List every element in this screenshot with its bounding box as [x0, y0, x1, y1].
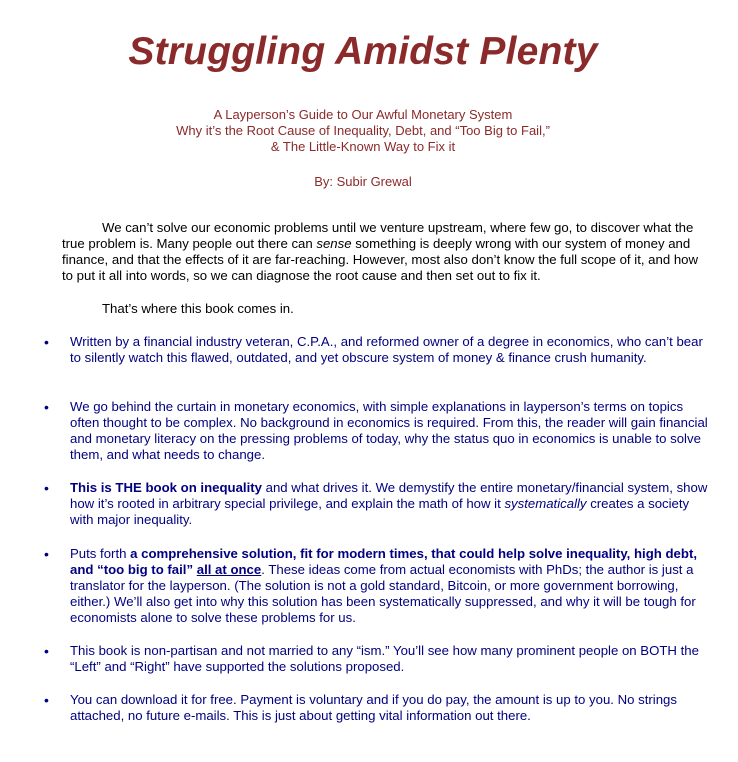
subtitle-line-2: Why it’s the Root Cause of Inequality, Debt, and “Too Big to Fail,”: [176, 123, 550, 138]
bullet-text: [70, 480, 710, 528]
bullet-icon: •: [44, 334, 49, 350]
bullet-text: We go behind the curtain in monetary economics, with simple explanations in layperson’s terms on topics often thought to be complex. No background in economics is required. From this, the reader will gain financial and monetary literacy on the pressing problems of today, why the status quo in economics is unable to solve them, and what needs to change.: [70, 399, 708, 462]
bullet-text: You can download it for free. Payment is voluntary and if you do pay, the amount is up to you. No strings attached, no future e-mails. This is just about getting vital information out there.: [70, 692, 677, 723]
bullet-icon: •: [44, 546, 49, 562]
bullet-text: Written by a financial industry veteran, C.P.A., and reformed owner of a degree in economics, who can’t bear to silently watch this flawed, outdated, and yet obscure system of money & finance crush humanity.: [70, 334, 703, 365]
bullet-text: This book is non-partisan and not married to any “ism.” You’ll see how many prominent people on BOTH the “Left” and “Right” have supported the solutions proposed.: [70, 643, 699, 674]
bullet-bold-text: This is THE book on inequality: [70, 480, 262, 495]
bullet-text-a: and what drives it. We demystify the entire monetary/financial system, show how it’s rooted in arbitrary special privilege, and explain the math of how it: [70, 480, 708, 511]
intro-text-b: something is deeply wrong with our system of money and finance, and that the effects of it are far-reaching. However, most also don’t know the full scope of it, and how to put it all into words, so we can diagnose the root cause and then set out to fix it.: [62, 236, 699, 283]
author-byline: By: Subir Grewal: [314, 174, 412, 189]
bullet-emphasis: systematically: [504, 496, 587, 511]
bullet-bold-text: a comprehensive solution, fit for modern times, that could help solve inequality, high debt, and “too big to fail”: [70, 546, 697, 577]
subtitle-line-1: A Layperson’s Guide to Our Awful Monetary System: [213, 107, 513, 122]
bullet-text-a: Puts forth: [70, 546, 131, 561]
intro-emphasis: sense: [316, 236, 352, 251]
bullet-text: [70, 546, 710, 626]
bullet-icon: •: [44, 399, 49, 415]
bullet-underlined-text: all at once: [196, 562, 262, 577]
intro-lead-paragraph: That’s where this book comes in.: [102, 301, 294, 316]
book-title: Struggling Amidst Plenty: [128, 30, 598, 73]
intro-paragraph: [62, 220, 712, 284]
bullet-text-b: creates a society with major inequality.: [70, 496, 690, 527]
subtitle: [0, 107, 726, 155]
bullet-icon: •: [44, 643, 49, 659]
bullet-icon: •: [44, 480, 49, 496]
bullet-text-b: . These ideas come from actual economists with PhDs; the author is just a translator for the layperson. (The solution is not a gold standard, Bitcoin, or more government borrowing, either.) We’ll also get into why this solution has been systematically suppressed, and why it will be tough for economists alone to solve these problems for us.: [70, 562, 696, 625]
subtitle-line-3: & The Little-Known Way to Fix it: [270, 139, 456, 154]
intro-text-a: We can’t solve our economic problems until we venture upstream, where few go, to discover what the true problem is. Many people out there can: [62, 220, 694, 251]
bullet-icon: •: [44, 692, 49, 708]
